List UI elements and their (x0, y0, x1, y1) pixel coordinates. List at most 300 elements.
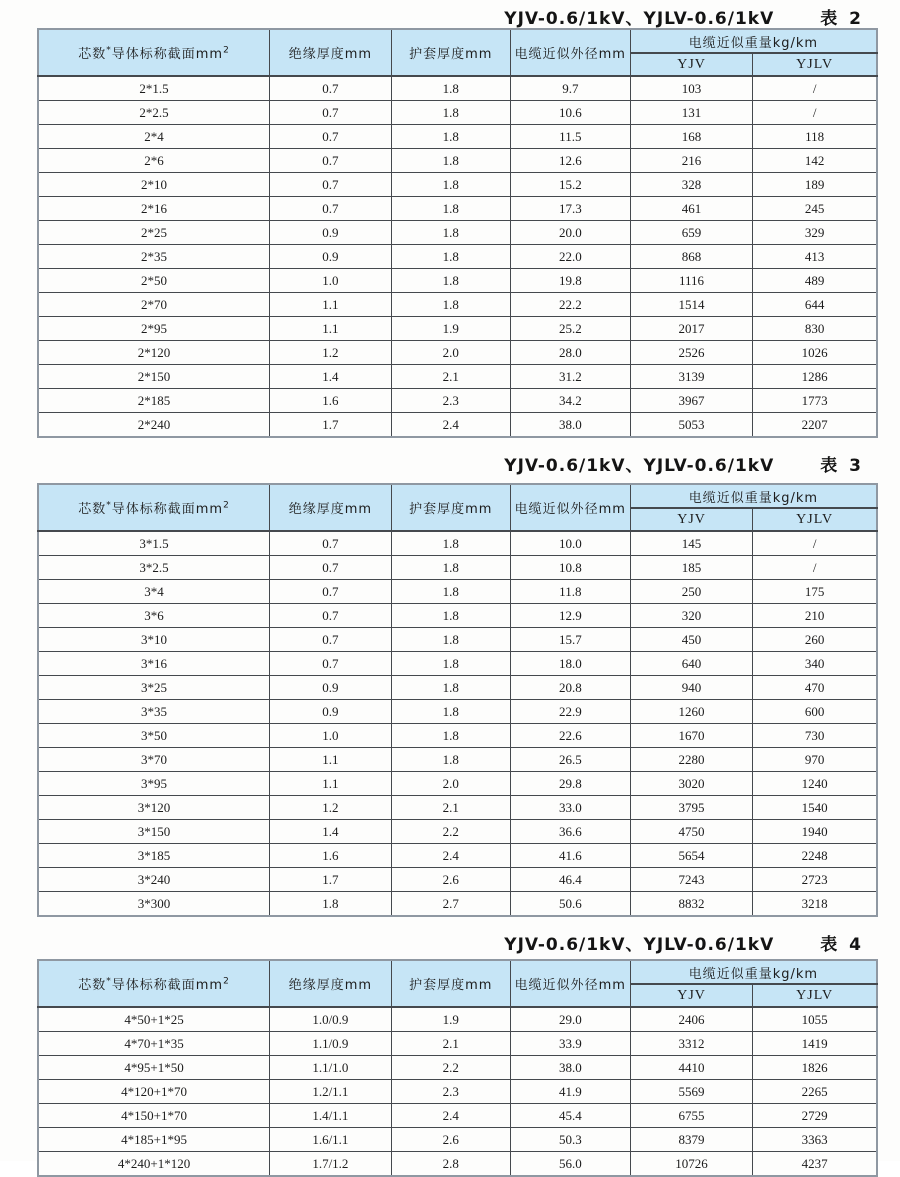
table-cell: 0.7 (270, 556, 392, 580)
table-cell: 1.6/1.1 (270, 1128, 392, 1152)
table-cell: 11.5 (510, 125, 630, 149)
table-cell: 1.1 (270, 772, 392, 796)
table-header (38, 29, 877, 76)
table-cell: 15.2 (510, 173, 630, 197)
table-cell: 50.6 (510, 892, 630, 917)
col-header-diameter: 电缆近似外径mm (510, 960, 630, 1007)
table-cell: 11.8 (510, 580, 630, 604)
table-cell: 970 (753, 748, 877, 772)
table-cell: 10.8 (510, 556, 630, 580)
table-header (38, 960, 877, 1007)
table-row (38, 269, 877, 293)
table-cell: 41.6 (510, 844, 630, 868)
table-cell: 29.0 (510, 1007, 630, 1032)
table-row (38, 1080, 877, 1104)
table-cell: 2.2 (391, 1056, 510, 1080)
table-cell: 0.7 (270, 101, 392, 125)
table-cell: 1240 (753, 772, 877, 796)
table-row (38, 317, 877, 341)
table-cell: 1826 (753, 1056, 877, 1080)
table-row (38, 772, 877, 796)
table-cell: 320 (630, 604, 752, 628)
col-header-insulation: 绝缘厚度mm (270, 960, 392, 1007)
table-cell: 4*185+1*95 (38, 1128, 270, 1152)
table-cell: 4*70+1*35 (38, 1032, 270, 1056)
table-cell: 329 (753, 221, 877, 245)
table-cell: 0.7 (270, 125, 392, 149)
col-header-cross-section: 芯数*导体标称截面$mm^2$ (38, 29, 270, 76)
table-cell: 1.7/1.2 (270, 1152, 392, 1177)
cable-spec-table-4 (37, 959, 878, 1177)
table-cell: 1.9 (391, 317, 510, 341)
table-cell: 0.7 (270, 76, 392, 101)
table-cell: 4237 (753, 1152, 877, 1177)
table-body (38, 1007, 877, 1176)
table-cell: 1.4 (270, 820, 392, 844)
table-cell: 19.8 (510, 269, 630, 293)
table-cell: 2.0 (391, 341, 510, 365)
table-cell: 2*95 (38, 317, 270, 341)
table-row (38, 796, 877, 820)
table-cell: 1.8 (391, 724, 510, 748)
table-cell: 1286 (753, 365, 877, 389)
table-cell: 2723 (753, 868, 877, 892)
table-row (38, 413, 877, 438)
table-cell: 1773 (753, 389, 877, 413)
table-cell: 1.8 (391, 556, 510, 580)
table-cell: 1.8 (391, 628, 510, 652)
col-header-cross-section: 芯数*导体标称截面$mm^2$ (38, 484, 270, 531)
table-cell: 29.8 (510, 772, 630, 796)
table-cell: 56.0 (510, 1152, 630, 1177)
table-cell: 38.0 (510, 413, 630, 438)
table-row (38, 652, 877, 676)
table-cell: 12.9 (510, 604, 630, 628)
table-cell: 8379 (630, 1128, 752, 1152)
table-cell: 3*2.5 (38, 556, 270, 580)
table-cell: 5053 (630, 413, 752, 438)
table-row (38, 1104, 877, 1128)
col-header-insulation: 绝缘厚度mm (270, 29, 392, 76)
table-cell: 2017 (630, 317, 752, 341)
table-cell: 0.9 (270, 245, 392, 269)
table-cell: 644 (753, 293, 877, 317)
table-cell: 0.7 (270, 604, 392, 628)
table-cell: 1.2/1.1 (270, 1080, 392, 1104)
col-header-yjlv: YJLV (753, 53, 877, 76)
table-cell: 2*120 (38, 341, 270, 365)
table-cell: 2*150 (38, 365, 270, 389)
table-cell: 2*16 (38, 197, 270, 221)
table-row (38, 844, 877, 868)
table-cell: 6755 (630, 1104, 752, 1128)
table-cell: 2.1 (391, 365, 510, 389)
table-cell: 2526 (630, 341, 752, 365)
table-cell: 3020 (630, 772, 752, 796)
table-cell: 1.8 (391, 221, 510, 245)
table-cell: 1.1 (270, 317, 392, 341)
table-cell: 1.9 (391, 1007, 510, 1032)
table-cell: 0.7 (270, 197, 392, 221)
table-cell: 1.8 (391, 531, 510, 556)
table-cell: 2.4 (391, 1104, 510, 1128)
col-header-yjlv: YJLV (753, 984, 877, 1007)
table-row (38, 868, 877, 892)
table-cell: 131 (630, 101, 752, 125)
table-cell: 4*95+1*50 (38, 1056, 270, 1080)
table-section-3 (0, 451, 900, 917)
table-cell: 0.9 (270, 676, 392, 700)
table-cell: 0.7 (270, 628, 392, 652)
table-cell: 1.8 (391, 197, 510, 221)
cable-spec-table-3 (37, 483, 878, 917)
table-title-row (37, 930, 878, 954)
col-header-diameter: 电缆近似外径mm (510, 29, 630, 76)
table-row (38, 748, 877, 772)
table-cell: 5569 (630, 1080, 752, 1104)
table-cell: 10726 (630, 1152, 752, 1177)
table-body (38, 531, 877, 916)
table-cell: / (753, 531, 877, 556)
table-cell: 41.9 (510, 1080, 630, 1104)
table-cell: 413 (753, 245, 877, 269)
table-cell: 20.0 (510, 221, 630, 245)
table-cell: 1.8 (270, 892, 392, 917)
table-cell: 1.8 (391, 700, 510, 724)
table-cell: 260 (753, 628, 877, 652)
table-cell: 1.4/1.1 (270, 1104, 392, 1128)
table-cell: 1.8 (391, 580, 510, 604)
table-cell: 20.8 (510, 676, 630, 700)
col-header-weight-group: 电缆近似重量kg/km (630, 484, 877, 508)
table-cell: 1.1/1.0 (270, 1056, 392, 1080)
table-cell: 1.0 (270, 269, 392, 293)
table-cell: 1026 (753, 341, 877, 365)
table-cell: 3*25 (38, 676, 270, 700)
table-cell: 250 (630, 580, 752, 604)
table-title-row (37, 451, 878, 475)
table-cell: 5654 (630, 844, 752, 868)
table-cell: / (753, 76, 877, 101)
table-cell: 34.2 (510, 389, 630, 413)
table-row (38, 604, 877, 628)
table-cell: 2*70 (38, 293, 270, 317)
table-cell: 940 (630, 676, 752, 700)
table-row (38, 556, 877, 580)
table-cell: 3*6 (38, 604, 270, 628)
table-row (38, 1128, 877, 1152)
table-cell: 1.8 (391, 269, 510, 293)
table-cell: 1.0 (270, 724, 392, 748)
table-cell: 25.2 (510, 317, 630, 341)
table-cell: / (753, 556, 877, 580)
table-cell: 26.5 (510, 748, 630, 772)
table-cell: 118 (753, 125, 877, 149)
table-row (38, 676, 877, 700)
table-cell: 4*120+1*70 (38, 1080, 270, 1104)
table-cell: 245 (753, 197, 877, 221)
table-cell: 18.0 (510, 652, 630, 676)
table-cell: 168 (630, 125, 752, 149)
table-cell: 1.1/0.9 (270, 1032, 392, 1056)
table-cell: 2.0 (391, 772, 510, 796)
table-cell: 45.4 (510, 1104, 630, 1128)
table-cell: 3*150 (38, 820, 270, 844)
table-cell: 2.6 (391, 868, 510, 892)
table-title: YJV-0.6/1kV、YJLV-0.6/1kV (504, 456, 775, 476)
table-cell: 3218 (753, 892, 877, 917)
col-header-cross-section: 芯数*导体标称截面$mm^2$ (38, 960, 270, 1007)
table-cell: 730 (753, 724, 877, 748)
col-header-yjv: YJV (630, 984, 752, 1007)
table-title-row (37, 4, 878, 28)
table-cell: 216 (630, 149, 752, 173)
table-cell: 2*240 (38, 413, 270, 438)
col-header-sheath: 护套厚度mm (391, 960, 510, 1007)
table-cell: 2729 (753, 1104, 877, 1128)
col-header-weight-group: 电缆近似重量kg/km (630, 960, 877, 984)
table-cell: 3363 (753, 1128, 877, 1152)
table-cell: 1260 (630, 700, 752, 724)
table-cell: 1419 (753, 1032, 877, 1056)
table-cell: 1.2 (270, 796, 392, 820)
table-cell: 640 (630, 652, 752, 676)
table-section-2 (0, 4, 900, 438)
table-cell: 15.7 (510, 628, 630, 652)
table-cell: 3*35 (38, 700, 270, 724)
table-cell: 1.1 (270, 293, 392, 317)
table-body (38, 76, 877, 437)
table-row (38, 101, 877, 125)
table-cell: 3*120 (38, 796, 270, 820)
table-cell: 3139 (630, 365, 752, 389)
table-row (38, 173, 877, 197)
table-cell: 450 (630, 628, 752, 652)
table-cell: 2*2.5 (38, 101, 270, 125)
table-row (38, 125, 877, 149)
table-cell: 9.7 (510, 76, 630, 101)
table-row (38, 365, 877, 389)
table-row (38, 149, 877, 173)
table-cell: 2.4 (391, 413, 510, 438)
table-cell: 3*70 (38, 748, 270, 772)
table-row (38, 724, 877, 748)
table-cell: 22.0 (510, 245, 630, 269)
cable-spec-table-2 (37, 28, 878, 438)
table-cell: 1.4 (270, 365, 392, 389)
table-cell: 1055 (753, 1007, 877, 1032)
table-title: YJV-0.6/1kV、YJLV-0.6/1kV (504, 9, 775, 29)
table-cell: 22.2 (510, 293, 630, 317)
table-cell: 1.6 (270, 389, 392, 413)
table-cell: 2.2 (391, 820, 510, 844)
table-cell: 7243 (630, 868, 752, 892)
table-cell: 12.6 (510, 149, 630, 173)
table-cell: 1.6 (270, 844, 392, 868)
table-cell: 2.6 (391, 1128, 510, 1152)
table-cell: 210 (753, 604, 877, 628)
table-cell: 3*50 (38, 724, 270, 748)
table-cell: 2.3 (391, 1080, 510, 1104)
table-cell: 4410 (630, 1056, 752, 1080)
table-cell: 33.9 (510, 1032, 630, 1056)
table-cell: 10.6 (510, 101, 630, 125)
table-cell: 1.1 (270, 748, 392, 772)
table-cell: 3967 (630, 389, 752, 413)
table-row (38, 245, 877, 269)
table-cell: 1.8 (391, 748, 510, 772)
table-cell: 1.7 (270, 868, 392, 892)
table-cell: 1.8 (391, 149, 510, 173)
table-cell: 1.0/0.9 (270, 1007, 392, 1032)
table-row (38, 1032, 877, 1056)
table-cell: 1540 (753, 796, 877, 820)
table-number: 表 2 (820, 9, 864, 29)
col-header-yjlv: YJLV (753, 508, 877, 531)
table-cell: 1.8 (391, 101, 510, 125)
col-header-sheath: 护套厚度mm (391, 484, 510, 531)
table-cell: 31.2 (510, 365, 630, 389)
table-row (38, 1152, 877, 1177)
table-cell: 142 (753, 149, 877, 173)
table-row (38, 389, 877, 413)
table-cell: 33.0 (510, 796, 630, 820)
table-cell: 489 (753, 269, 877, 293)
table-cell: 46.4 (510, 868, 630, 892)
table-cell: 185 (630, 556, 752, 580)
table-cell: 328 (630, 173, 752, 197)
table-cell: 2265 (753, 1080, 877, 1104)
table-cell: 22.6 (510, 724, 630, 748)
table-row (38, 892, 877, 917)
table-cell: 3*95 (38, 772, 270, 796)
table-cell: 3*10 (38, 628, 270, 652)
table-row (38, 628, 877, 652)
table-cell: 1.8 (391, 652, 510, 676)
table-title: YJV-0.6/1kV、YJLV-0.6/1kV (504, 935, 775, 955)
table-number: 表 3 (820, 456, 864, 476)
table-cell: 3*185 (38, 844, 270, 868)
table-cell: 22.9 (510, 700, 630, 724)
table-cell: 0.9 (270, 221, 392, 245)
table-cell: 3*300 (38, 892, 270, 917)
table-cell: 0.7 (270, 580, 392, 604)
table-cell: 2*35 (38, 245, 270, 269)
table-cell: 1.8 (391, 293, 510, 317)
table-cell: 1940 (753, 820, 877, 844)
table-cell: 36.6 (510, 820, 630, 844)
table-cell: 600 (753, 700, 877, 724)
table-cell: 0.7 (270, 531, 392, 556)
table-cell: 2207 (753, 413, 877, 438)
table-cell: 3*240 (38, 868, 270, 892)
col-header-weight-group: 电缆近似重量kg/km (630, 29, 877, 53)
table-cell: 2406 (630, 1007, 752, 1032)
table-cell: 0.7 (270, 652, 392, 676)
table-row (38, 197, 877, 221)
table-row (38, 221, 877, 245)
table-cell: 175 (753, 580, 877, 604)
table-cell: 4*150+1*70 (38, 1104, 270, 1128)
table-cell: 2*4 (38, 125, 270, 149)
table-cell: 10.0 (510, 531, 630, 556)
table-row (38, 531, 877, 556)
table-cell: 830 (753, 317, 877, 341)
table-cell: 1.8 (391, 245, 510, 269)
table-row (38, 1056, 877, 1080)
table-row (38, 1007, 877, 1032)
table-cell: 4*240+1*120 (38, 1152, 270, 1177)
table-cell: 4750 (630, 820, 752, 844)
table-row (38, 580, 877, 604)
table-cell: / (753, 101, 877, 125)
table-cell: 1116 (630, 269, 752, 293)
table-row (38, 820, 877, 844)
col-header-yjv: YJV (630, 53, 752, 76)
table-cell: 1.8 (391, 604, 510, 628)
table-cell: 1.7 (270, 413, 392, 438)
table-row (38, 341, 877, 365)
table-cell: 0.7 (270, 149, 392, 173)
table-cell: 2.7 (391, 892, 510, 917)
table-cell: 1.8 (391, 173, 510, 197)
table-header (38, 484, 877, 531)
table-cell: 2*185 (38, 389, 270, 413)
table-row (38, 700, 877, 724)
table-cell: 3*4 (38, 580, 270, 604)
table-cell: 2.1 (391, 796, 510, 820)
table-cell: 2.3 (391, 389, 510, 413)
col-header-yjv: YJV (630, 508, 752, 531)
table-cell: 1.8 (391, 676, 510, 700)
table-row (38, 76, 877, 101)
table-cell: 2*6 (38, 149, 270, 173)
table-cell: 3*16 (38, 652, 270, 676)
table-cell: 0.9 (270, 700, 392, 724)
table-cell: 3795 (630, 796, 752, 820)
col-header-diameter: 电缆近似外径mm (510, 484, 630, 531)
table-cell: 17.3 (510, 197, 630, 221)
table-cell: 2248 (753, 844, 877, 868)
table-cell: 461 (630, 197, 752, 221)
table-cell: 470 (753, 676, 877, 700)
table-cell: 2.8 (391, 1152, 510, 1177)
table-cell: 189 (753, 173, 877, 197)
table-cell: 3312 (630, 1032, 752, 1056)
table-cell: 145 (630, 531, 752, 556)
table-section-4 (0, 930, 900, 1177)
table-cell: 868 (630, 245, 752, 269)
table-cell: 1.8 (391, 76, 510, 101)
table-cell: 28.0 (510, 341, 630, 365)
table-cell: 38.0 (510, 1056, 630, 1080)
table-cell: 103 (630, 76, 752, 101)
table-cell: 340 (753, 652, 877, 676)
table-cell: 1.8 (391, 125, 510, 149)
table-row (38, 293, 877, 317)
table-cell: 2.4 (391, 844, 510, 868)
table-cell: 4*50+1*25 (38, 1007, 270, 1032)
table-cell: 1514 (630, 293, 752, 317)
table-cell: 50.3 (510, 1128, 630, 1152)
table-cell: 2*1.5 (38, 76, 270, 101)
table-cell: 8832 (630, 892, 752, 917)
table-number: 表 4 (820, 935, 864, 955)
table-cell: 2*25 (38, 221, 270, 245)
table-cell: 2280 (630, 748, 752, 772)
table-cell: 2*50 (38, 269, 270, 293)
table-cell: 1670 (630, 724, 752, 748)
